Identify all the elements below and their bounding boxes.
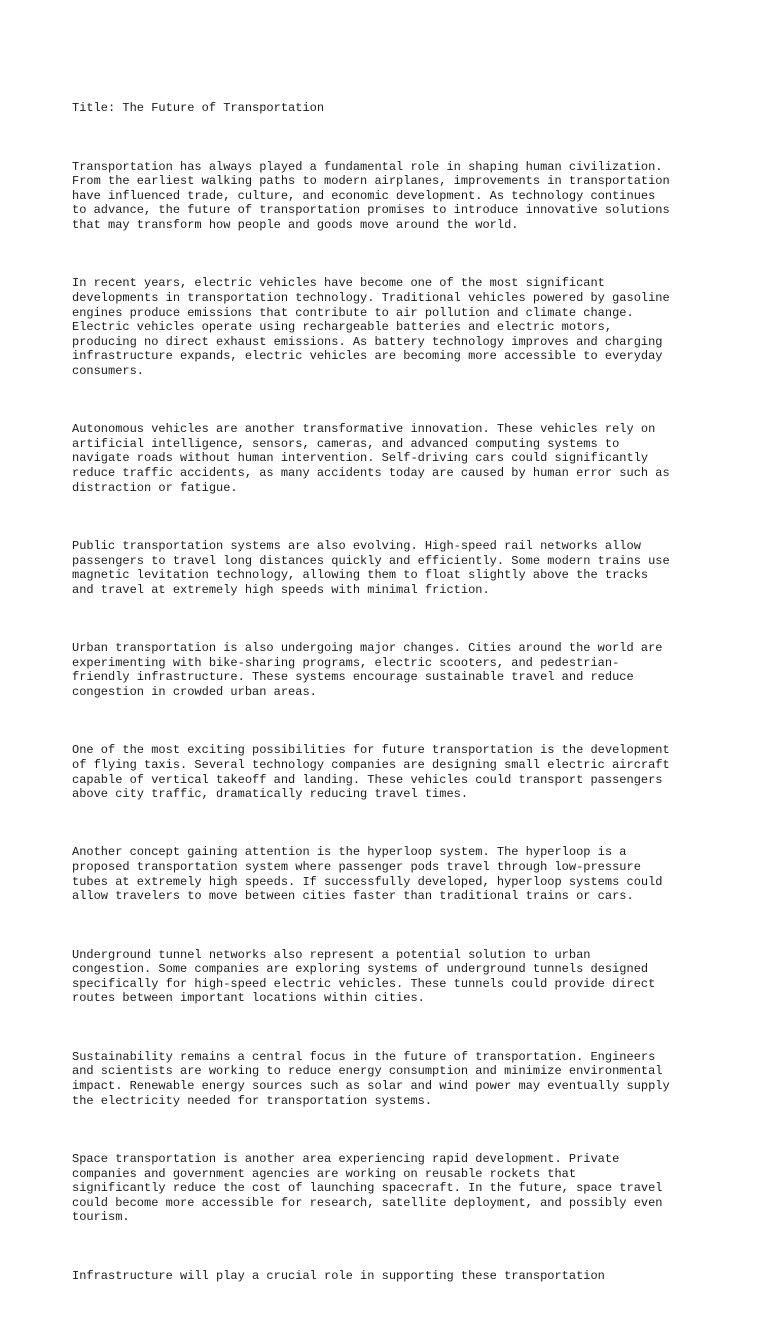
paragraph-intro: Transportation has always played a fundamental role in shaping human civilization. From the earliest walking paths to modern airplanes, improvements in transportation have influenced trade, culture, and economic development. As technology continues to advance, the future of transportation promises to introduce innovative solutions that may transform how people and goods move around the world. bbox=[72, 159, 670, 232]
document-body bbox=[72, 72, 712, 1327]
paragraph-space-transportation: Space transportation is another area experiencing rapid development. Private companies and government agencies are working on reusable rockets that significantly reduce the cost of launching spacecraft. In the future, space travel could become more accessible for research, satellite deployment, and possibly even tourism. bbox=[72, 1151, 663, 1225]
paragraph-underground-tunnels: Underground tunnel networks also represent a potential solution to urban congestion. Some companies are exploring systems of underground tunnels designed specifically for high-speed electric vehicles. These tunnels could provide direct routes between important locations within cities. bbox=[72, 947, 656, 1006]
paragraph-sustainability: Sustainability remains a central focus in the future of transportation. Engineers and scientists are working to reduce energy consumption and minimize environmental impact. Renewable energy sources such as solar and wind power may eventually supply the electricity needed for transportation systems. bbox=[72, 1049, 670, 1108]
paragraph-flying-taxis: One of the most exciting possibilities for future transportation is the development of flying taxis. Several technology companies are designing small electric aircraft capable of vertical takeoff and landing. These vehicles could transport passengers above city traffic, dramatically reducing travel times. bbox=[72, 743, 670, 802]
paragraph-urban-transportation: Urban transportation is also undergoing major changes. Cities around the world are experimenting with bike-sharing programs, electric scooters, and pedestrian- friendly infrastructure. These systems encourage sustainable travel and reduce congestion in crowded urban areas. bbox=[72, 641, 663, 699]
paragraph-autonomous-vehicles: Autonomous vehicles are another transformative innovation. These vehicles rely on artificial intelligence, sensors, cameras, and advanced computing systems to navigate roads without human intervention. Self-driving cars could significantly reduce traffic accidents, as many accidents today are caused by human error such as distraction or fatigue. bbox=[72, 422, 670, 495]
paragraph-hyperloop: Another concept gaining attention is the hyperloop system. The hyperloop is a proposed transportation system where passenger pods travel through low-pressure tubes at extremely high speeds. If successfully developed, hyperloop systems could allow travelers to move between cities faster than traditional trains or cars. bbox=[72, 845, 663, 904]
paragraph-public-transportation: Public transportation systems are also evolving. High-speed rail networks allow passengers to travel long distances quickly and efficiently. Some modern trains use magnetic levitation technology, allowing them to float slightly above the tracks and travel at extremely high speeds with minimal friction. bbox=[72, 539, 670, 597]
paragraph-infrastructure: Infrastructure will play a crucial role in supporting these transportation bbox=[72, 1268, 605, 1283]
document-title: Title: The Future of Transportation bbox=[72, 101, 325, 116]
paragraph-electric-vehicles: In recent years, electric vehicles have become one of the most significant developments in transportation technology. Traditional vehicles powered by gasoline engines produce emissions that contribute to air pollution and climate change. Electric vehicles operate using rechargeable batteries and electric motors, producing no direct exhaust emissions. As battery technology improves and charging infrastructure expands, electric vehicles are becoming more accessible to everyday consumers. bbox=[72, 276, 670, 378]
